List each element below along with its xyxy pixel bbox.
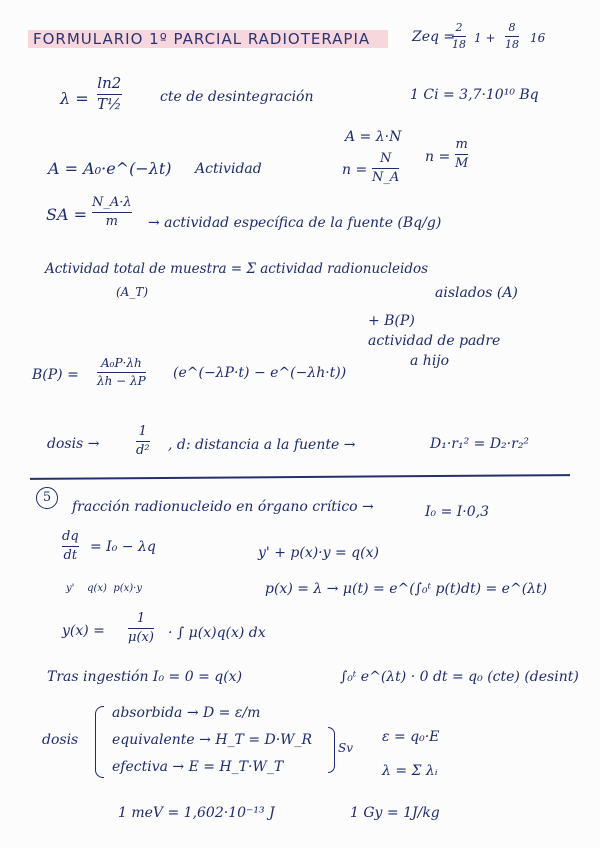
yx-frac: 1 μ(x) <box>128 611 154 645</box>
ode-rhs: = I₀ − λq <box>90 539 156 555</box>
dosis-sv: Sv <box>338 741 353 755</box>
section-number: 5 <box>36 487 58 509</box>
sv-brace <box>328 727 335 773</box>
bp-lhs: B(P) = <box>32 367 79 383</box>
zeq-frac-1: 2 18 <box>452 21 466 51</box>
lambda-desc: cte de desintegración <box>160 89 314 105</box>
page-title: FORMULARIO 1º PARCIAL RADIOTERAPIA <box>33 30 371 48</box>
bp-rest: (e^(−λP·t) − e^(−λh·t)) <box>173 365 347 381</box>
total-line1: Actividad total de muestra = Σ actividad radionucleidos <box>45 261 429 277</box>
sa-lhs: SA = <box>46 205 88 224</box>
total-line4: actividad de padre <box>368 333 501 349</box>
section5-eq: I₀ = I·0,3 <box>425 504 490 520</box>
total-line2: aislados (A) <box>435 285 518 301</box>
ingestion-integral: ∫₀ᵗ e^(λt) · 0 dt = q₀ (cte) (desint) <box>340 669 579 685</box>
n-eq-frac: N N_A <box>372 151 400 185</box>
dosis-ef: efectiva → E = H_T·W_T <box>112 759 284 775</box>
zeq-frac-2: 8 18 <box>505 21 519 51</box>
zeq-mid: 1 + <box>474 31 496 45</box>
dosis-inv-frac: 1 d² <box>136 424 150 458</box>
zeq-lhs: Zeq = <box>412 29 456 45</box>
total-line3: + B(P) <box>368 313 415 329</box>
dosis-abs: absorbida → D = ε/m <box>112 705 261 721</box>
total-at: (A_T) <box>116 285 149 299</box>
units-gy: 1 Gy = 1J/kg <box>350 805 440 821</box>
total-line5: a hijo <box>410 353 450 369</box>
n2-eq-lhs: n = <box>425 149 451 165</box>
n-eq-lhs: n = <box>342 162 368 178</box>
sa-desc: → actividad específica de la fuente (Bq/g) <box>148 215 442 231</box>
dosis-brace <box>95 706 104 778</box>
ode-general: y' + p(x)·y = q(x) <box>258 545 379 561</box>
dosis-label: dosis <box>42 732 79 748</box>
dosis-inv-desc: , d: distancia a la fuente → <box>168 437 356 453</box>
activity-label: Actividad <box>195 161 262 177</box>
activity-eq: A = A₀·e^(−λt) <box>48 159 172 178</box>
section-divider <box>30 474 570 480</box>
dosis-e-q: ε = q₀·E <box>382 729 440 745</box>
yx-lhs: y(x) = <box>62 623 105 639</box>
sa-frac: N_A·λ m <box>92 195 132 229</box>
units-mev: 1 meV = 1,602·10⁻¹³ J <box>118 805 275 821</box>
ode-mu: p(x) = λ → μ(t) = e^(∫₀ᵗ p(t)dt) = e^(λt) <box>265 581 548 597</box>
a-eq: A = λ·N <box>345 129 402 145</box>
zeq-tail: 16 <box>530 31 546 45</box>
lambda-lhs: λ = <box>60 89 89 108</box>
dosis-inv-eq: D₁·r₁² = D₂·r₂² <box>430 436 530 452</box>
dosis-inv-lhs: dosis → <box>47 436 100 452</box>
curie-eq: 1 Ci = 3,7·10¹⁰ Bq <box>410 87 539 103</box>
dosis-eq: equivalente → H_T = D·W_R <box>112 732 313 748</box>
ode-under: y' q(x) p(x)·y <box>66 583 142 594</box>
section5-line: fracción radionucleido en órgano crítico → <box>72 499 374 515</box>
ingestion-text: Tras ingestión I₀ = 0 = q(x) <box>47 669 243 685</box>
lambda-frac: ln2 T½ <box>97 74 122 113</box>
bp-frac: A₀P·λh λh − λP <box>97 356 146 388</box>
n2-eq-frac: m M <box>455 137 469 171</box>
ode-frac: dq dt <box>62 529 79 563</box>
dosis-lsum: λ = Σ λᵢ <box>382 763 438 779</box>
yx-rest: · ∫ μ(x)q(x) dx <box>168 625 266 641</box>
